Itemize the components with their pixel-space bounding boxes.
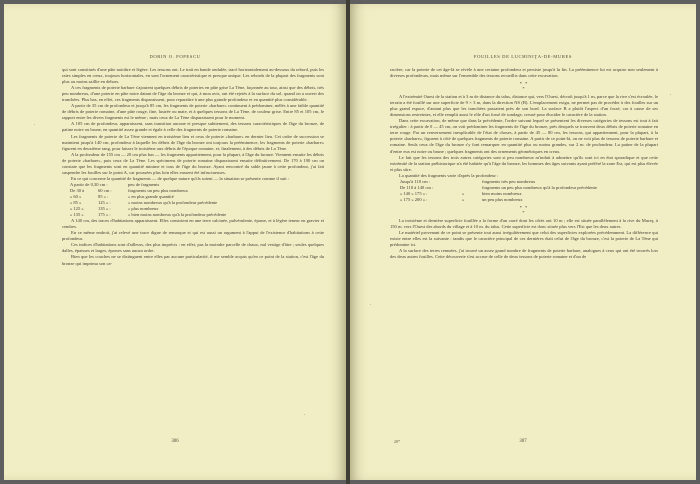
table-cell: » 175 » 200 » : (400, 196, 428, 202)
paper-speck (670, 94, 671, 95)
table-cell: fragments un peu plus nombreux (128, 187, 188, 193)
paragraph: A la profondeur de 155 cm — 20 cm plus bas — les fragments appartiennent, pour la plupart, à l'âge du bronze. Viennent ensuite les débris de poterie «barbare», puis ceux de La Tène. Les spécimens de poterie romaine disparaissent ensuite définitivement. De 170 à 190 cm on constate que les fragments sont en quantité minime et tous de l'âge du bronze. Ayant rencontré du sable jaune à cette profondeur, j'ai fait suspendre les fouilles sur le point A, car poussées plus loin elles eussent été infructueuses. (62, 151, 324, 175)
table-cell: 175 » : (98, 212, 111, 218)
paragraph: A 140 cm, des traces d'habitations apparaissent. Elles consistent en une terre calcinée, pulvérulente, éparse, et à légère teneur en gravier et cendres. (62, 218, 324, 230)
paragraph: La troisième et dernière superficie fouillée a la forme d'un carré dont les côtés ont 10 m ; elle est située parallèlement à la rive du Mureş, à 150 m. vers l'Ouest des abords du village et à 10 m. du talus. Cette superficie est donc située plus vers l'Est que les deux autres. (390, 217, 658, 229)
paper-speck (34, 124, 35, 125)
paragraph: A ces fragments de poterie barbare s'ajoutent quelques débris de poteries en pâte grise La Tène, façonnée au tour, ainsi que des débris, très peu nombreux, d'une poterie en pâte noire datant de l'âge du bronze et qui, à mon avis, ont été rejetés à la surface du sol, quand on a ouvert des tranchées. Plus bas, en effet, ces fragments disparaissent, pour reparaître à une plus grande profondeur et en quantité plus considérable. (62, 85, 324, 103)
table-cell: 125 » : (98, 200, 111, 206)
table-cell: De 110 à 140 cm : (400, 184, 434, 190)
table-cell: » bien moins nombreux qu'à la profondeur précédente (128, 212, 227, 218)
table-cell: » (462, 190, 465, 196)
table-cell: » (462, 196, 465, 202)
paragraph: A l'extrémité Ouest de la station et à 3 m de distance du talus, distance qui, vers l'Ouest, décroît jusqu'à 1 m, parce que la rive s'est écroulée, le terrain a été fouillé sur une superficie de 9 × 3 m, dans la direction NS (B). L'emplacement exigu, ne permet pas de procéder à des fouilles sur un plus grand espace, d'autant plus que les tranchées passaient près de son bord. La surface B a plutôt l'aspect d'un fossé, car à cause de ses dimensions restreintes, et elle remplit aussi le rôle d'un fossé de sondage, creusé pour élucider le caractère de la station. (390, 94, 658, 118)
paragraph: En ce même endroit, j'ai relevé une trace digne de remarque et qui est aussi un argument à l'appui de l'existence d'habitations à cette profondeur. (62, 230, 324, 242)
paragraph: A 105 cm de profondeur, apparaissent, sans transition aucune et presque subitement, des tessons caractéristiques de l'âge du bronze, de patine noire ou brune, en quantité assez grande et égale à celle des fragments de poterie romaine. (62, 121, 324, 133)
depth-quantity-table (62, 182, 324, 218)
table-cell: De 30 à (70, 187, 85, 193)
table-cell: Jusqu'à 110 cm : (400, 178, 431, 184)
depth-quantity-table (390, 179, 658, 203)
right-running-header: FOUILLES DE LUCHINIŢA-DE-MURES (473, 54, 573, 59)
paragraph: Les fragments de poterie de La Tène viennent en troisième lieu et ceux de poterie «barbare» en dernier lieu. Cet ordre de succession se maintient jusqu'à 140 cm, profondeur à laquelle les débris de l'âge du bronze ont toujours la prééminence, les fragments de poterie «barbare» figurent en deuxième rang, pour laisser le troisième aux débris de l'époque romaine, et, finalement, à des débris de La Tène. (62, 133, 324, 151)
table-cell: » 140 » 175 » : (400, 190, 428, 196)
left-page (4, 4, 346, 480)
section-separator (390, 81, 658, 91)
table-cell: » 125 » (70, 206, 84, 212)
paragraph: En ce qui concerne la quantité de fragments — de quelque nature qu'ils soient — la situation se présente comme il suit : (71, 175, 289, 181)
paragraph: Le matériel provenant de ce point se présente tout aussi irrégulièrement que celui des superficies explorées précédemment. La différence qui existe entre elles est la suivante : tandis que le caractère principal de ces dernières était celui de l'âge du bronze, c'est la poterie de La Tène qui prédomine ici. (390, 230, 658, 248)
table-cell: A partir de 0,30 cm : (70, 181, 108, 187)
printer-signature-mark: 20* (394, 439, 400, 444)
table-cell: 135 » : (98, 206, 111, 212)
right-page-number: 307 (519, 439, 527, 444)
separator-stars: * * * (519, 204, 529, 215)
paragraph: ractère, car la poterie de cet âge-là se révèle à une certaine profondeur et persiste jusqu'à la fin. La prééminence lui est acquise non seulement à diverses profondeurs, mais même sur l'ensemble des tessons recueillis dans cette excavation. (390, 67, 658, 79)
table-cell: » 60 » (70, 193, 82, 199)
left-running-header: DORIN O. POPESCU (149, 54, 201, 59)
table-cell: bien moins nombreux (482, 190, 522, 196)
table-cell: 60 cm : (98, 187, 112, 193)
left-body-text (62, 67, 324, 267)
table-cell: » plus nombreux (128, 206, 159, 212)
paragraph: Bien que les couches ne se distinguent entre elles par aucune particularité, il me semble acquis qu'en ce point de la station, c'est l'âge du bronze qui imprima son ca- (62, 254, 324, 266)
table-cell: un peu plus nombreux (482, 196, 523, 202)
paragraph: A partir de 35 cm de profondeur et jusqu'à 85 cm, les fragments de poterie «barbare» continuent à prédominer, mêlés à une faible quantité de débris de poterie romaine, d'une pâte rouge, fine, lustrée ou mate, et à quelques tessons de La Tène, de couleur grise. Entre 85 et 105 cm, le rapport entre les divers fragments est le même ; mais ceux de La Tène disparaissent pour le moment. (62, 103, 324, 121)
table-cell: fragments très peu nombreux (482, 178, 536, 184)
table-cell: » 85 » (70, 200, 82, 206)
paragraph: La quantité des fragments varie d'après la profondeur : (399, 172, 499, 178)
right-page (350, 4, 696, 480)
paragraph: Ces indices d'habitations sont d'ailleurs, des plus imprécis : en effet, pas la moindre parcelle de chaux, nul vestige d'âtre ; seules quelques dalles, épaisses et larges, éparses sans aucun ordre. (62, 242, 324, 254)
paper-speck (304, 414, 305, 415)
section-separator (390, 205, 658, 215)
right-body-text (390, 67, 658, 260)
paragraph: A la surface des terres remuées, j'ai trouvé un assez grand nombre de fragments de poterie barbare, analogues à ceux qui ont été trouvés lors des deux autres fouilles. Cette découverte s'est accrue de celle de deux tessons de poterie romaine et d'un de (390, 248, 658, 260)
separator-stars: * * * (519, 81, 529, 92)
table-cell: peu de fragments (128, 181, 160, 187)
paragraph: Dans cette excavation, de même que dans la précédente, l'ordre suivant lequel se présentent les diverses catégories de tessons est tout à fait irrégulier : à partir de 0 — 45 cm, on voit prédominer les fragments de l'âge du bronze, près desquels se trouvent deux débris de poterie romaine en terre rouge. Par un renversement inexplicable de l'état de choses, à partir de 45 — 80 cm, les tessons, qui appartiennent, pour la plupart, à la poterie «barbare», figurent à côté de quelques fragments de poterie romaine. A partir de ce point-là, on ne voit plus de tessons de poterie barbare et romaine. Seuls ceux de l'âge du bronze s'y font remarquer en quantité plus ou moins grandes, sur 2 m. de profondeur. La patine de la plupart d'entre eux est noire ou brune ; quelques fragments ont des ornements géométriques en creux. (390, 118, 658, 154)
paper-speck (370, 304, 371, 305)
paragraph: Le fait que les tessons des trois autres catégories sont si peu nombreux m'induit à admettre qu'ils sont ici en état sporadique et que cette extrémité de la station préhistorique n'a été habitée qu'à l'âge du bronze, les hommes des âges suivants ayant préféré la zone Est, qui est plus élevée et plus sûre. (390, 154, 658, 172)
left-page-number: 306 (171, 439, 179, 444)
table-cell: » 135 » (70, 212, 84, 218)
table-cell: » en plus grande quantité (128, 193, 174, 199)
table-cell: » moins nombreux qu'à la profondeur précédente (128, 200, 218, 206)
table-cell: fragments un peu plus nombreux qu'à la profondeur précédente (482, 184, 597, 190)
table-row (390, 197, 658, 203)
table-cell: 85 » : (98, 193, 109, 199)
paragraph: qui sont constitués d'une pâte noirâtre et légère. Les tessons ont. Le trait en bande ondulée, tracé horizontalement au-dessous du rebord, puis les raies simples en creux, toujours horizontales, en sont l'ornement caractéristique et presque unique. Les rebords de la plupart des fragments sont plus ou moins saillie en dehors. (62, 67, 324, 85)
